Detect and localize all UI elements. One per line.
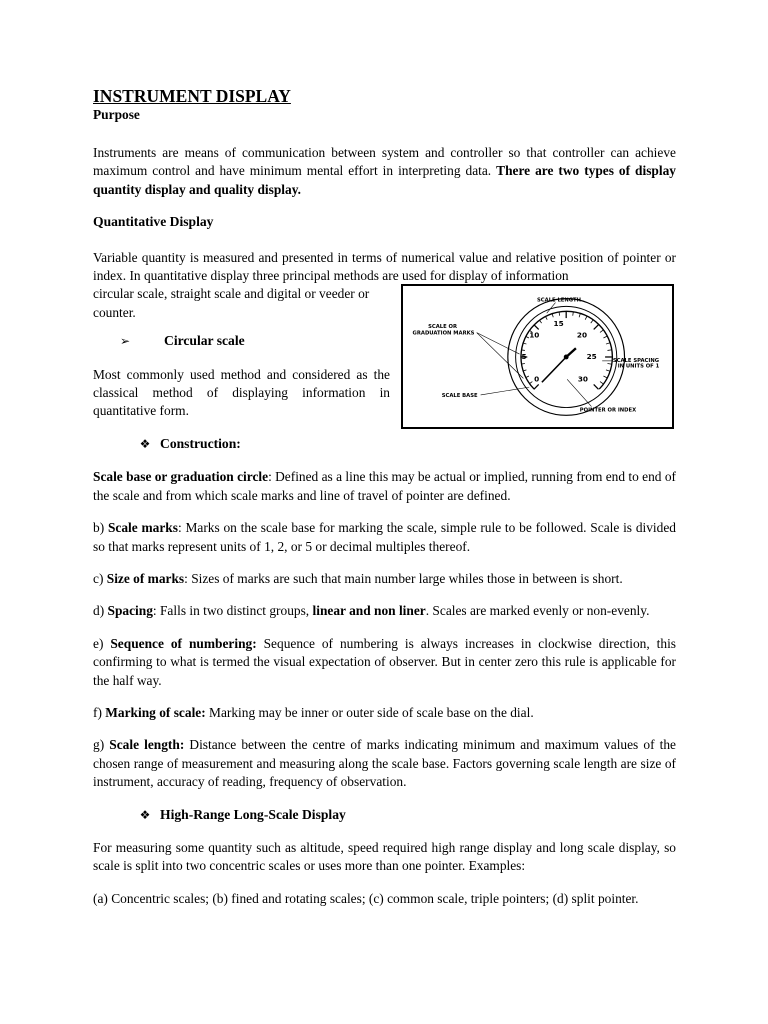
- scale-tick: [603, 376, 606, 378]
- construction-label: Construction:: [160, 435, 241, 451]
- scale-tick: [534, 384, 539, 389]
- item-term: Sequence of numbering:: [110, 635, 257, 651]
- scale-tick: [573, 312, 574, 316]
- dial-number-5: 5: [521, 351, 527, 361]
- scale-tick: [529, 382, 532, 384]
- marks-leader-2: [477, 333, 527, 379]
- label-spacing-2: IN UNITS OF 1: [617, 363, 660, 370]
- circular-scale-label: Circular scale: [164, 333, 245, 349]
- label-scale-base: SCALE BASE: [441, 392, 478, 399]
- scale-tick: [606, 370, 610, 371]
- scale-tick: [606, 343, 610, 344]
- item-term: Spacing: [107, 603, 153, 619]
- scale-tick: [534, 325, 539, 330]
- scale-tick: [594, 325, 599, 330]
- item-scale-base: Scale base or graduation circle: Defined as a line this may be actual or implied, running from end to end of the scale and from which scale marks and line of travel of pointer are defined.: [93, 469, 676, 503]
- item-sequence-of-numbering: e) Sequence of numbering: Sequence of numbering is always increases in clockwise direction, this confirming to what is termed the visual expectation of observer. But in center zero this rule is applicable for the half way.: [93, 635, 676, 688]
- scale-tick: [591, 320, 593, 323]
- label-scale-length: SCALE LENGTH: [537, 297, 581, 304]
- dial-diagram: [403, 286, 672, 427]
- quantitative-paragraph-continued: circular scale, straight scale and digital or veeder or counter.: [93, 286, 370, 320]
- intro-bold-text: There are two types of display quantity display and quality display.: [93, 163, 676, 197]
- pointer-tail: [542, 357, 566, 382]
- dial-figure: [401, 284, 674, 429]
- item-term: Scale length:: [109, 737, 185, 753]
- dial-number-10: 10: [529, 330, 540, 340]
- base-leader: [481, 387, 530, 395]
- dial-number-0: 0: [534, 374, 540, 384]
- high-range-paragraph: For measuring some quantity such as altitude, speed required high range display and long scale display, so scale is split into two concentric scales or uses more than one pointer. Examples:: [93, 839, 676, 874]
- intro-text: Instruments are means of communication between system and controller so that controller can achieve maximum control and have minimum mental effort in interpreting data.: [93, 145, 676, 179]
- quantitative-paragraph: Variable quantity is measured and presented in terms of numerical value and relative position of pointer or index. In quantitative display three principal methods are used for display of information: [93, 249, 676, 284]
- marks-leader-1: [477, 333, 520, 354]
- label-scale-marks-2: GRADUATION MARKS: [412, 330, 475, 337]
- item-term: Marking of scale:: [105, 704, 206, 720]
- scale-tick: [600, 330, 603, 332]
- label-scale-marks-1: SCALE OR: [428, 323, 458, 330]
- item-marking-of-scale: f) Marking of scale: Marking may be inner or outer side of scale base on the dial.: [93, 704, 534, 720]
- item-scale-marks: b) Scale marks: Marks on the scale base for marking the scale, simple rule to be followed. Scale is divided so that marks represent units of 1, 2, or 5 or decimal multiples thereof.: [93, 520, 676, 554]
- item-size-of-marks: c) Size of marks: Sizes of marks are such that main number large whiles those in between is short.: [93, 570, 623, 586]
- label-spacing-1: SCALE SPACING: [612, 357, 660, 364]
- item-term: Scale base or graduation circle: [93, 469, 269, 485]
- item-scale-length: g) Scale length: Distance between the centre of marks indicating minimum and maximum values of the chosen range of measurement and measuring along the scale base. Factors governing scale length are size of instrument, accuracy of reading, frequency of observation.: [93, 737, 676, 790]
- scale-tick: [594, 384, 599, 389]
- label-pointer: POINTER OR INDEX: [579, 407, 637, 414]
- purpose-heading: Purpose: [93, 107, 140, 122]
- pointer-leader: [567, 379, 591, 406]
- item-spacing: d) Spacing: Falls in two distinct groups, linear and non liner. Scales are marked evenly or non-evenly.: [93, 603, 650, 619]
- dial-number-30: 30: [577, 374, 588, 384]
- dial-number-15: 15: [553, 318, 564, 328]
- scale-tick: [545, 316, 547, 319]
- item-bold-phrase: linear and non liner: [312, 603, 426, 619]
- scale-tick: [607, 350, 611, 351]
- item-term: Size of marks: [106, 570, 185, 586]
- high-range-label: High-Range Long-Scale Display: [160, 806, 346, 822]
- scale-tick: [607, 364, 611, 365]
- page-title: INSTRUMENT DISPLAY: [93, 86, 291, 106]
- document-page: [93, 86, 676, 922]
- arrow-bullet-icon: ➢: [119, 334, 131, 349]
- scale-tick: [539, 320, 541, 323]
- scale-tick: [585, 316, 587, 319]
- dial-number-20: 20: [576, 330, 588, 340]
- quantitative-display-heading: Quantitative Display: [93, 214, 214, 230]
- examples-paragraph: (a) Concentric scales; (b) fined and rotating scales; (c) common scale, triple pointers; (d) split pointer.: [93, 890, 639, 906]
- circular-scale-paragraph: Most commonly used method and considered as the classical method of displaying information in quantitative form.: [93, 366, 390, 419]
- diamond-bullet-icon: ❖: [139, 436, 151, 451]
- scale-tick: [600, 382, 603, 384]
- scale-tick: [603, 336, 606, 338]
- construction-heading: [137, 435, 676, 453]
- pointer-hub: [564, 355, 569, 360]
- scale-tick: [579, 314, 580, 318]
- high-range-heading: [137, 806, 676, 824]
- diamond-bullet-icon: ❖: [139, 807, 151, 822]
- item-term: Scale marks: [107, 520, 178, 536]
- intro-paragraph: [93, 144, 676, 199]
- dial-number-25: 25: [586, 351, 597, 361]
